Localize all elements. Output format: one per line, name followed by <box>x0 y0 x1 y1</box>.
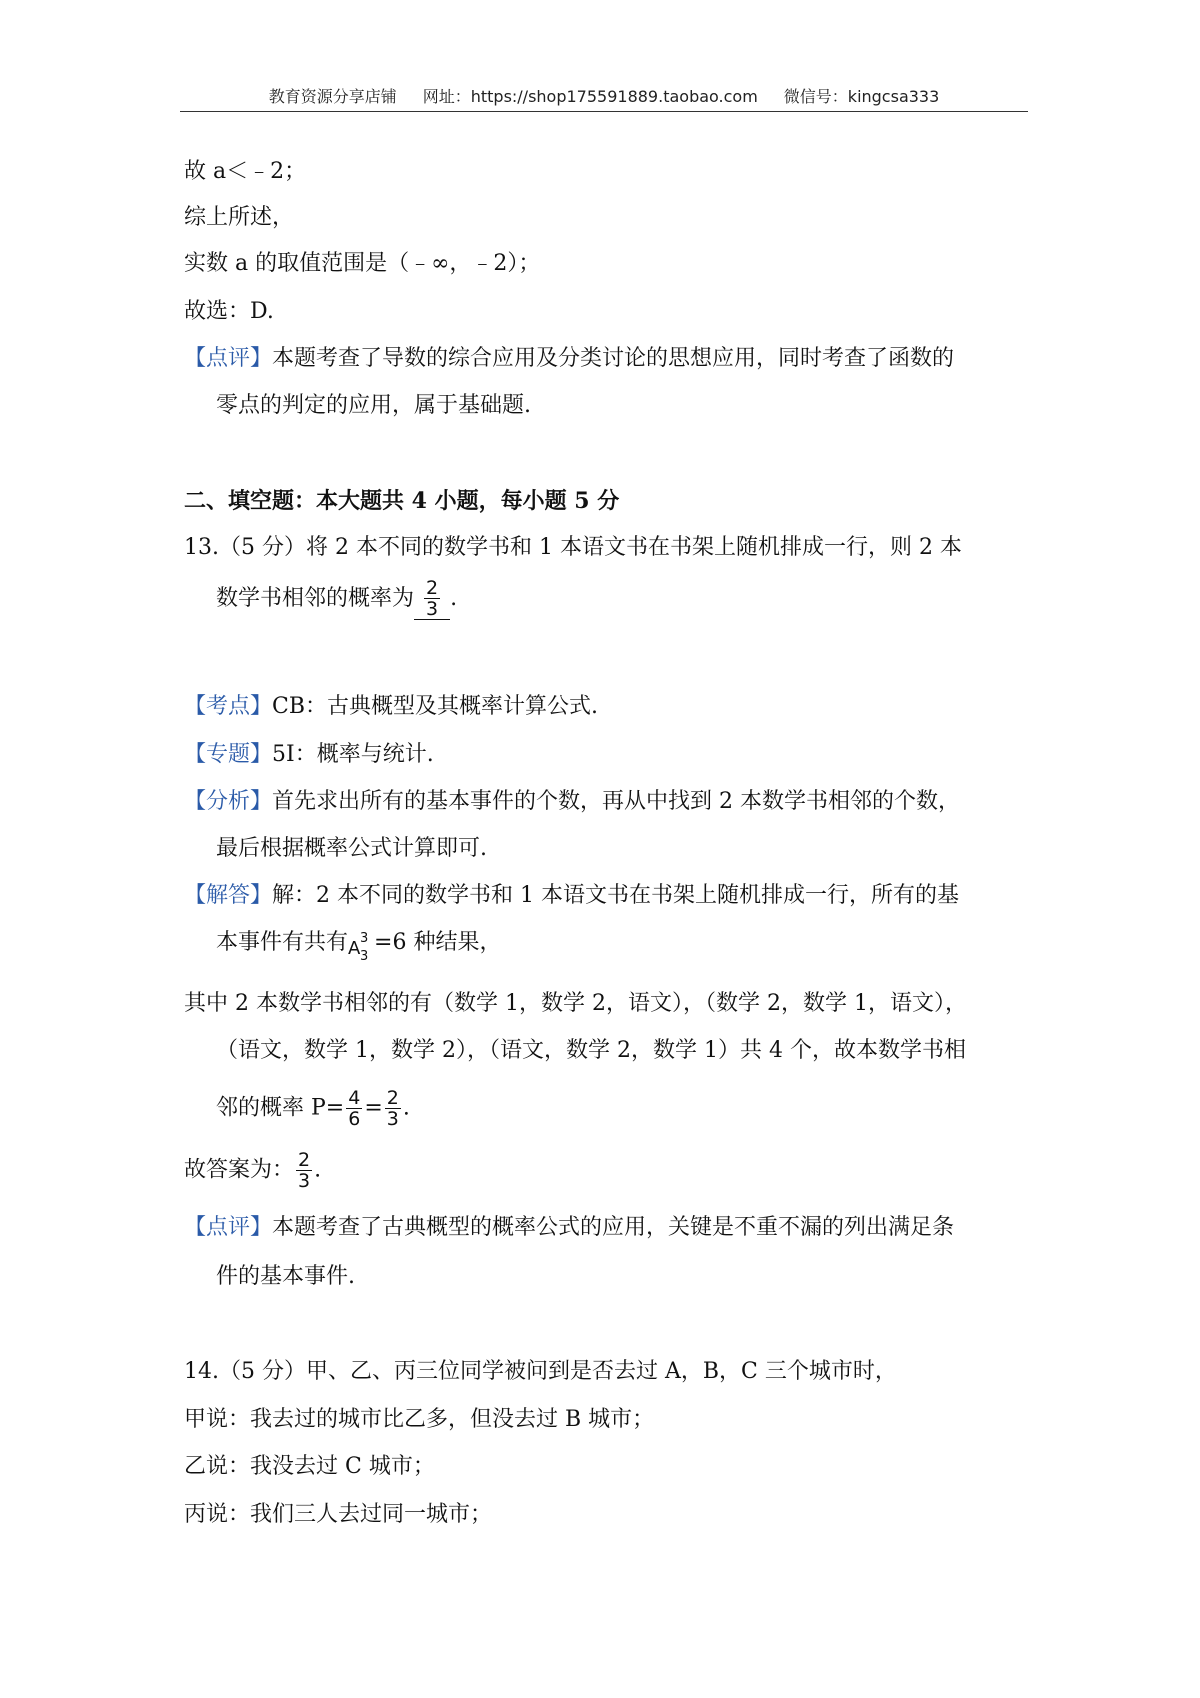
jieda-tag: 【解答】 <box>184 883 273 908</box>
zhuanti-tag: 【专题】 <box>184 742 273 767</box>
fenxi-line: 【分析】首先求出所有的基本事件的个数，再从中找到 2 本数学书相邻的个数， <box>184 789 961 814</box>
kaodian-line: 【考点】CB：古典概型及其概率计算公式. <box>184 694 599 719</box>
text-line: 件的基本事件. <box>216 1264 355 1289</box>
text-line: 零点的判定的应用，属于基础题. <box>216 393 531 418</box>
fraction-2-3: $\frac{2}{3}$ <box>298 1149 311 1192</box>
header-wechat: 微信号：kingcsa333 <box>783 87 940 106</box>
header-shop: 教育资源分享店铺 <box>268 87 397 106</box>
jieda-cont: 本事件有共有 A 3 3 =6 种结果， <box>216 930 502 964</box>
page-header <box>180 84 1028 107</box>
answer-blank <box>414 578 450 620</box>
comment-line: 【点评】本题考查了导数的综合应用及分类讨论的思想应用，同时考查了函数的 <box>184 346 955 371</box>
comment-tag: 【点评】 <box>184 1215 273 1240</box>
comment-tag: 【点评】 <box>184 346 273 371</box>
question-14: 14.（5 分）甲、乙、丙三位同学被问到是否去过 A，B，C 三个城市时， <box>184 1359 897 1384</box>
fenxi-tag: 【分析】 <box>184 789 273 814</box>
question-13: 13.（5 分）将 2 本不同的数学书和 1 本语文书在书架上随机排成一行，则 2 本 <box>184 535 962 560</box>
question-13-cont: 数学书相邻的概率为 $\frac{2}{3}$ . <box>216 577 458 620</box>
text-line: 其中 2 本数学书相邻的有（数学 1，数学 2，语文），（数学 2，数学 1，语文）， <box>184 991 967 1016</box>
header-url: 网址：https://shop175591889.taobao.com <box>422 87 758 106</box>
permutation-a33: A 3 3 <box>348 931 369 964</box>
text-line: 故选：D. <box>184 299 274 324</box>
text-line: 乙说：我没去过 C 城市； <box>184 1454 435 1479</box>
text-line: 故 a＜﹣2； <box>184 159 307 184</box>
fraction-2-3: $\frac{2}{3}$ <box>386 1087 399 1130</box>
zhuanti-line: 【专题】5I：概率与统计. <box>184 742 434 767</box>
header-divider <box>180 111 1028 112</box>
kaodian-tag: 【考点】 <box>184 694 273 719</box>
text-line: 实数 a 的取值范围是（﹣∞，﹣2）； <box>184 251 541 276</box>
text-line: 丙说：我们三人去过同一城市； <box>184 1502 493 1527</box>
text-line: （语文，数学 1，数学 2），（语文，数学 2，数学 1）共 4 个，故本数学书相 <box>216 1038 966 1063</box>
text-line: 甲说：我去过的城市比乙多，但没去过 B 城市； <box>184 1407 655 1432</box>
text-line: 最后根据概率公式计算即可. <box>216 836 487 861</box>
answer-line: 故答案为： $\frac{2}{3}$ . <box>184 1149 322 1192</box>
probability-line: 邻的概率 P= $\frac{4}{6}$ = $\frac{2}{3}$ . <box>216 1087 410 1130</box>
jieda-line: 【解答】解：2 本不同的数学书和 1 本语文书在书架上随机排成一行，所有的基 <box>184 883 959 908</box>
section-heading: 二、填空题：本大题共 4 小题，每小题 5 分 <box>184 488 620 514</box>
fraction-4-6: $\frac{4}{6}$ <box>348 1087 361 1130</box>
comment-line: 【点评】本题考查了古典概型的概率公式的应用，关键是不重不漏的列出满足条 <box>184 1215 955 1240</box>
fraction-2-3: $\frac{2}{3}$ <box>426 577 439 620</box>
text-line: 综上所述， <box>184 205 295 230</box>
